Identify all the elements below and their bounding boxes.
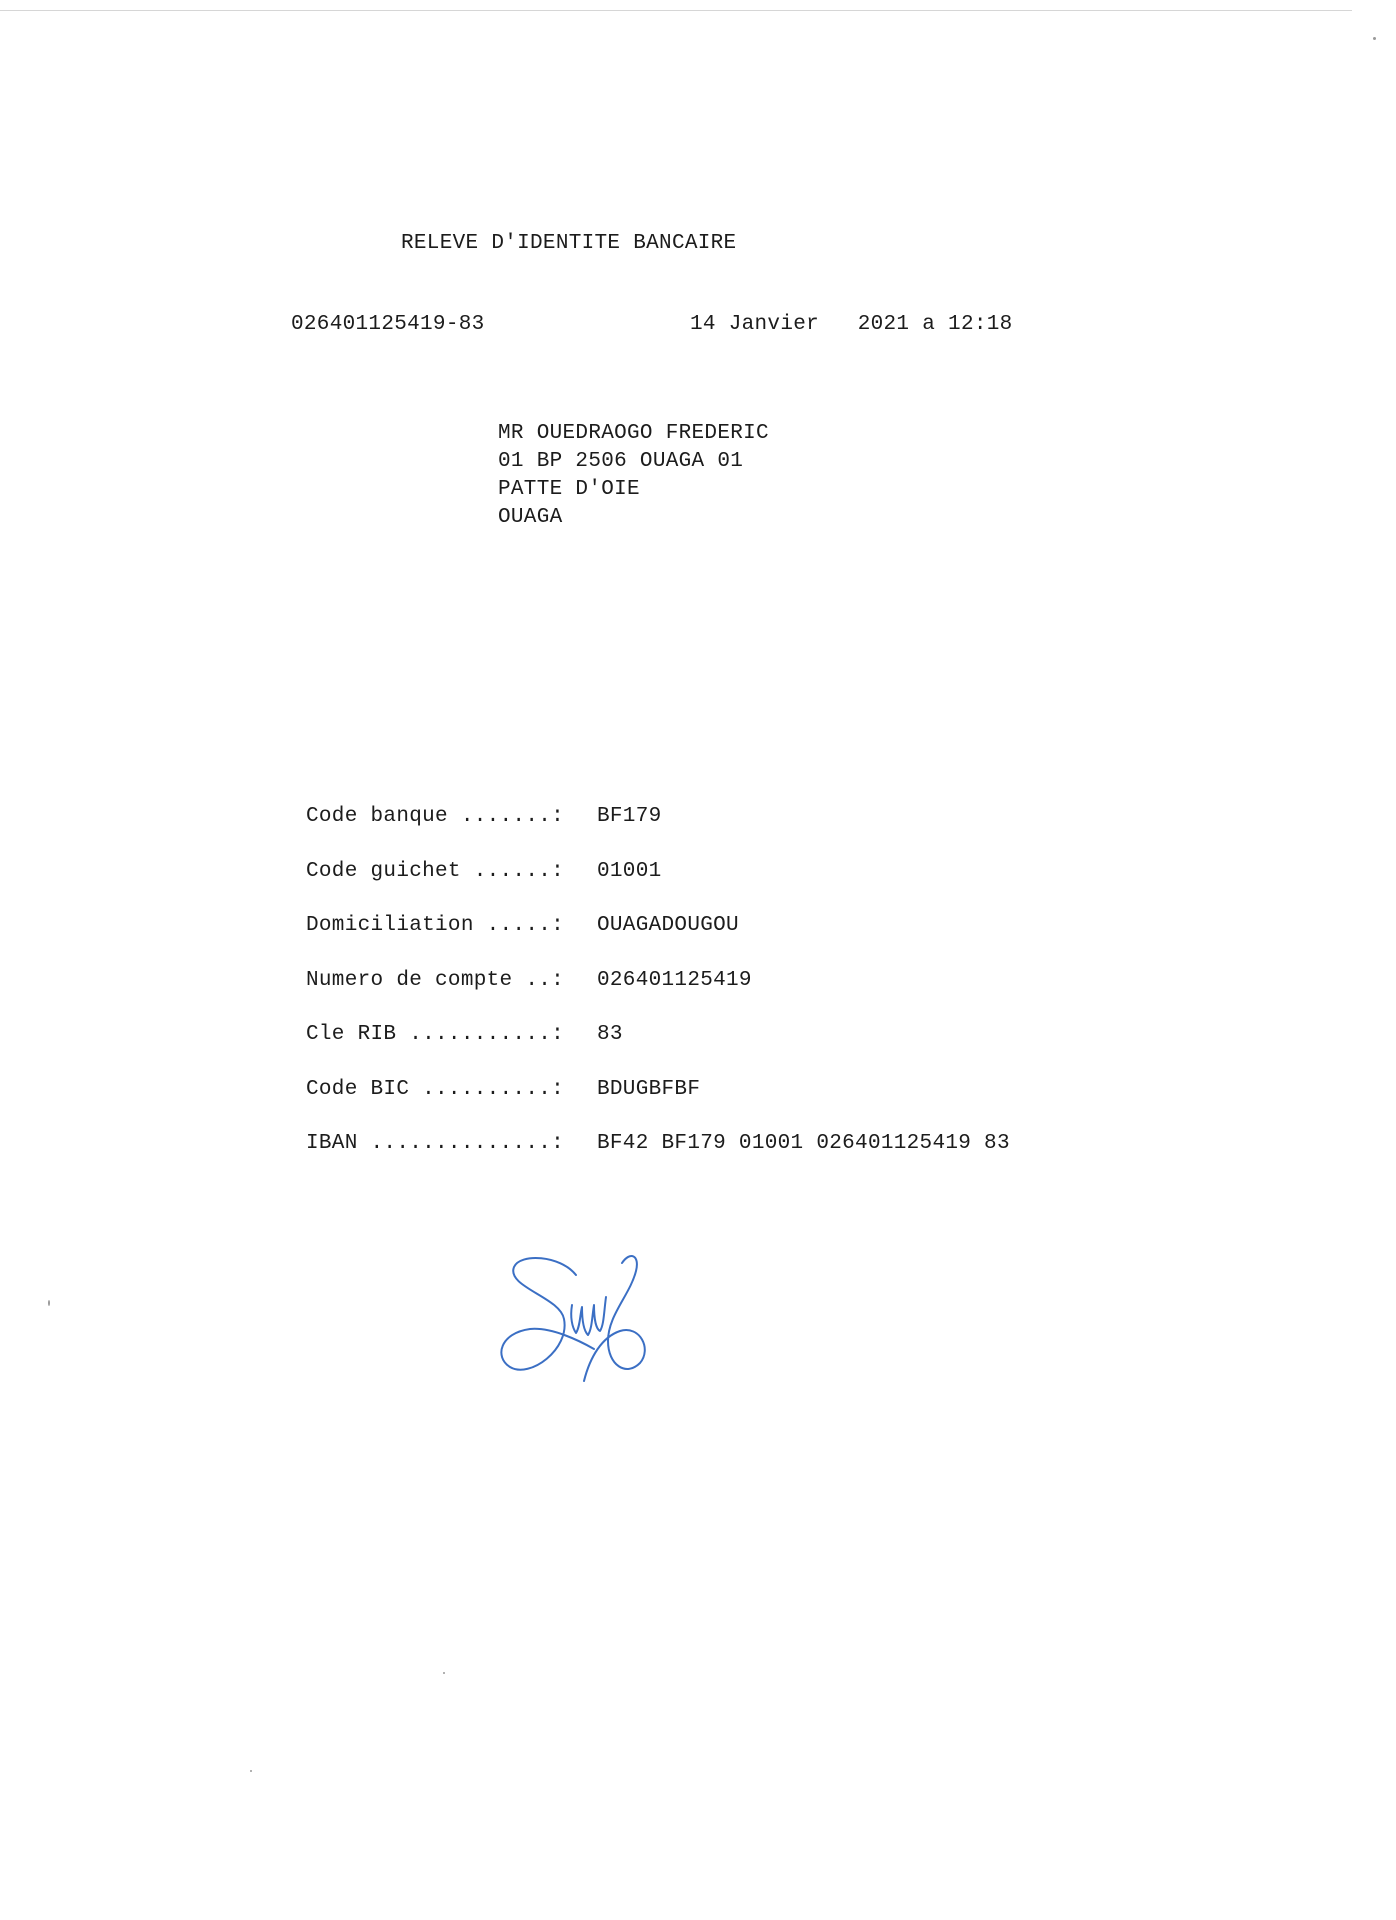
field-label: Numero de compte ..:	[306, 968, 565, 992]
handwritten-signature	[490, 1245, 660, 1395]
signature-stroke	[571, 1297, 606, 1335]
field-label: IBAN ..............:	[306, 1132, 565, 1155]
address-line-district: PATTE D'OIE	[498, 478, 640, 501]
field-label: Code guichet ......:	[306, 859, 565, 883]
document-title: RELEVE D'IDENTITE BANCAIRE	[401, 232, 737, 255]
issue-date: 14 Janvier 2021 a 12:18	[690, 313, 1013, 336]
field-value: 01001	[597, 859, 662, 883]
field-label: Cle RIB ...........:	[306, 1023, 565, 1046]
field-value: BDUGBFBF	[597, 1077, 701, 1101]
address-line-city: OUAGA	[498, 506, 563, 529]
field-value: OUAGADOUGOU	[597, 914, 739, 937]
address-line-po-box: 01 BP 2506 OUAGA 01	[498, 450, 744, 473]
field-label: Code banque .......:	[306, 805, 565, 828]
account-reference: 026401125419-83	[291, 313, 485, 336]
field-value: 026401125419	[597, 968, 752, 992]
field-value: 83	[597, 1023, 623, 1046]
field-label: Domiciliation .....:	[306, 914, 565, 937]
scan-speck	[48, 1300, 50, 1306]
field-label: Code BIC ..........:	[306, 1077, 565, 1101]
scan-top-edge	[0, 10, 1352, 11]
scan-speck	[1373, 37, 1376, 40]
field-value: BF42 BF179 01001 026401125419 83	[597, 1132, 1010, 1155]
address-line-name: MR OUEDRAOGO FREDERIC	[498, 422, 769, 445]
scan-speck	[250, 1770, 252, 1772]
holder-address	[498, 420, 769, 532]
field-value: BF179	[597, 805, 662, 828]
scan-speck	[443, 1672, 445, 1674]
